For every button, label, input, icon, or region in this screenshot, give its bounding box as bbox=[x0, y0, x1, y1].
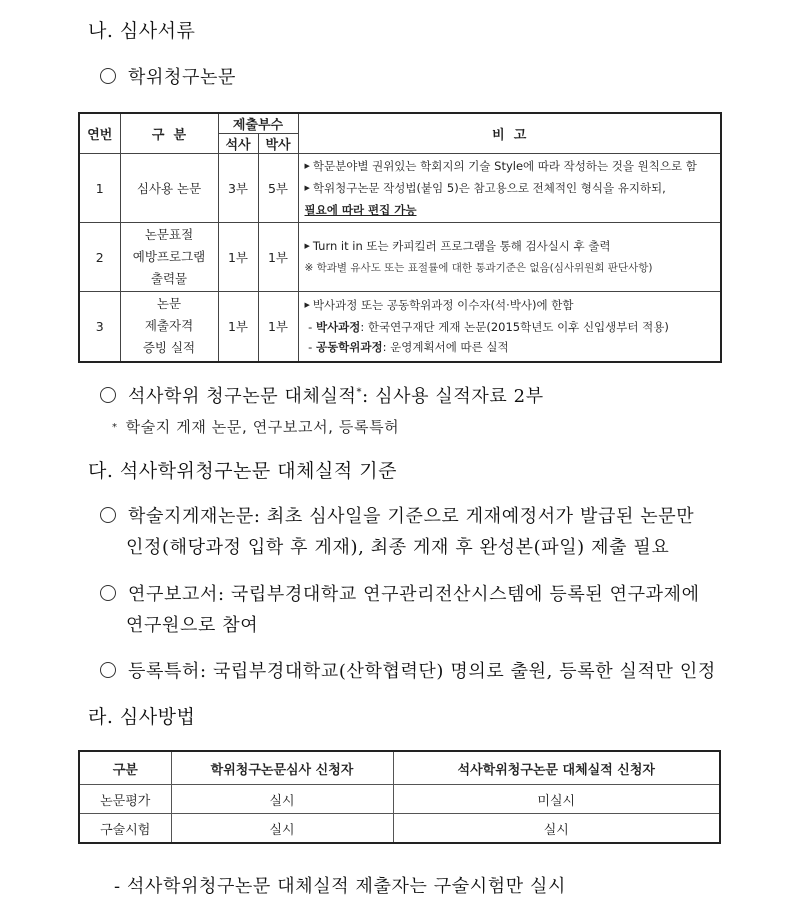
section-heading-da: 다. 석사학위청구논문 대체실적 기준 bbox=[88, 460, 397, 482]
table-header-row bbox=[79, 751, 720, 785]
remark-sub-label: 박사과정 bbox=[315, 320, 361, 335]
row-category bbox=[120, 292, 218, 362]
triangle-bullet-icon: ▶ bbox=[304, 301, 310, 310]
circle-bullet-icon bbox=[100, 585, 116, 601]
remark-line: 학위청구논문 작성법(붙임 5)은 참고용으로 전체적인 형식을 유지하되, bbox=[312, 181, 666, 195]
remark-line: 학문분야별 권위있는 학회지의 기술 Style에 따라 작성하는 것을 원칙으로 함 bbox=[312, 159, 697, 173]
row-masters: 3부 bbox=[218, 154, 258, 223]
row-remarks: ▶ 박사과정 또는 공동학위과정 이수자(석·박사)에 한함 - 박사과정: 한국연구재단 게재 논문(2015학년도 이후 신입생부터 적용) - 공동학위과정: 운영계획서에 따른 실적 bbox=[298, 292, 721, 362]
header-category: 구분 bbox=[79, 751, 171, 785]
bullet-thesis-text: 학위청구논문 bbox=[128, 67, 236, 88]
table-row bbox=[79, 814, 720, 844]
row-category bbox=[120, 223, 218, 292]
section-heading-na: 나. 심사서류 bbox=[88, 20, 196, 42]
row-masters: 1부 bbox=[218, 223, 258, 292]
criteria-line: 연구보고서: 국립부경대학교 연구관리전산시스템에 등록된 연구과제에 bbox=[128, 584, 700, 605]
category-line: 제출자격 bbox=[144, 318, 194, 334]
criteria-item-journal bbox=[100, 502, 694, 528]
closing-note: - 석사학위청구논문 대체실적 제출자는 구술시험만 실시 bbox=[114, 876, 567, 897]
substitute-footnote bbox=[112, 416, 399, 437]
row-doctoral: 5부 bbox=[258, 154, 298, 223]
circle-bullet-icon bbox=[100, 68, 116, 84]
triangle-bullet-icon: ▶ bbox=[304, 242, 310, 250]
category-line: 출력물 bbox=[150, 271, 188, 286]
row-value: 실시 bbox=[393, 814, 720, 844]
row-no: 1 bbox=[79, 154, 120, 223]
table-row bbox=[79, 785, 720, 814]
criteria-line-continued: 연구원으로 참여 bbox=[126, 615, 259, 636]
section-heading-ra: 라. 심사방법 bbox=[88, 706, 196, 728]
criteria-item-patent bbox=[100, 657, 716, 683]
remark-emphasis: 필요에 따라 편집 가능 bbox=[304, 203, 417, 217]
row-remarks bbox=[298, 154, 721, 223]
criteria-line-continued: 인정(해당과정 입학 후 게재), 최종 게재 후 완성본(파일) 제출 필요 bbox=[126, 537, 670, 558]
criteria-line: 학술지게재논문: 최초 심사일을 기준으로 게재예정서가 발급된 논문만 bbox=[128, 506, 695, 527]
circle-bullet-icon bbox=[100, 507, 116, 523]
category-line: 논문표절 bbox=[144, 227, 194, 242]
footnote-text: 학술지 게재 논문, 연구보고서, 등록특허 bbox=[125, 418, 400, 436]
bullet-thesis bbox=[100, 63, 236, 89]
triangle-bullet-icon: ▶ bbox=[304, 162, 310, 170]
criteria-item-report bbox=[100, 580, 700, 606]
header-doctoral: 박사 bbox=[258, 134, 298, 154]
table-row bbox=[79, 292, 721, 362]
row-doctoral: 1부 bbox=[258, 223, 298, 292]
remark-line: 박사과정 또는 공동학위과정 이수자(석·박사)에 한함 bbox=[312, 298, 574, 313]
row-category: 심사용 논문 bbox=[120, 154, 218, 223]
review-method-table bbox=[78, 750, 721, 844]
remark-sub-text: : 한국연구재단 게재 논문(2015학년도 이후 신입생부터 적용) bbox=[360, 320, 669, 335]
row-remarks bbox=[298, 223, 721, 292]
category-line: 예방프로그램 bbox=[132, 249, 206, 264]
row-no: 2 bbox=[79, 223, 120, 292]
remark-sub-text: : 운영계획서에 따른 실적 bbox=[382, 340, 509, 355]
row-label: 논문평가 bbox=[79, 785, 171, 814]
row-label: 구술시험 bbox=[79, 814, 171, 844]
remark-line: Turn it in 또는 카피킬러 프로그램을 통해 검사실시 후 출력 bbox=[312, 239, 611, 253]
header-no: 연번 bbox=[79, 113, 120, 154]
row-value: 미실시 bbox=[393, 785, 720, 814]
header-thesis-applicant: 학위청구논문심사 신청자 bbox=[171, 751, 393, 785]
table-row bbox=[79, 154, 721, 223]
remark-note: ※ 학과별 유사도 또는 표절률에 대한 통과기준은 없음(심사위원회 판단사항) bbox=[304, 262, 653, 274]
footnote-marker: * bbox=[356, 387, 363, 398]
submission-documents-table bbox=[78, 112, 722, 363]
substitute-detail: : 심사용 실적자료 2부 bbox=[362, 386, 544, 407]
triangle-bullet-icon: ▶ bbox=[304, 184, 310, 192]
header-category: 구 분 bbox=[120, 113, 218, 154]
circle-bullet-icon bbox=[100, 662, 116, 678]
row-no: 3 bbox=[79, 292, 120, 362]
header-remarks: 비 고 bbox=[298, 113, 721, 154]
criteria-line: 등록특허: 국립부경대학교(산학협력단) 명의로 출원, 등록한 실적만 인정 bbox=[128, 661, 716, 682]
circle-bullet-icon bbox=[100, 387, 116, 403]
table-row bbox=[79, 223, 721, 292]
row-value: 실시 bbox=[171, 814, 393, 844]
substitute-label: 석사학위 청구논문 대체실적 bbox=[128, 386, 357, 407]
row-masters: 1부 bbox=[218, 292, 258, 362]
bullet-substitute bbox=[100, 382, 544, 408]
header-substitute-applicant: 석사학위청구논문 대체실적 신청자 bbox=[393, 751, 720, 785]
header-masters: 석사 bbox=[218, 134, 258, 154]
category-line: 논문 bbox=[156, 296, 182, 312]
category-line: 증빙 실적 bbox=[142, 340, 196, 356]
row-value: 실시 bbox=[171, 785, 393, 814]
remark-sub-label: 공동학위과정 bbox=[315, 340, 383, 355]
header-copies: 제출부수 bbox=[218, 113, 298, 134]
row-doctoral: 1부 bbox=[258, 292, 298, 362]
asterisk-icon: * bbox=[112, 422, 118, 433]
